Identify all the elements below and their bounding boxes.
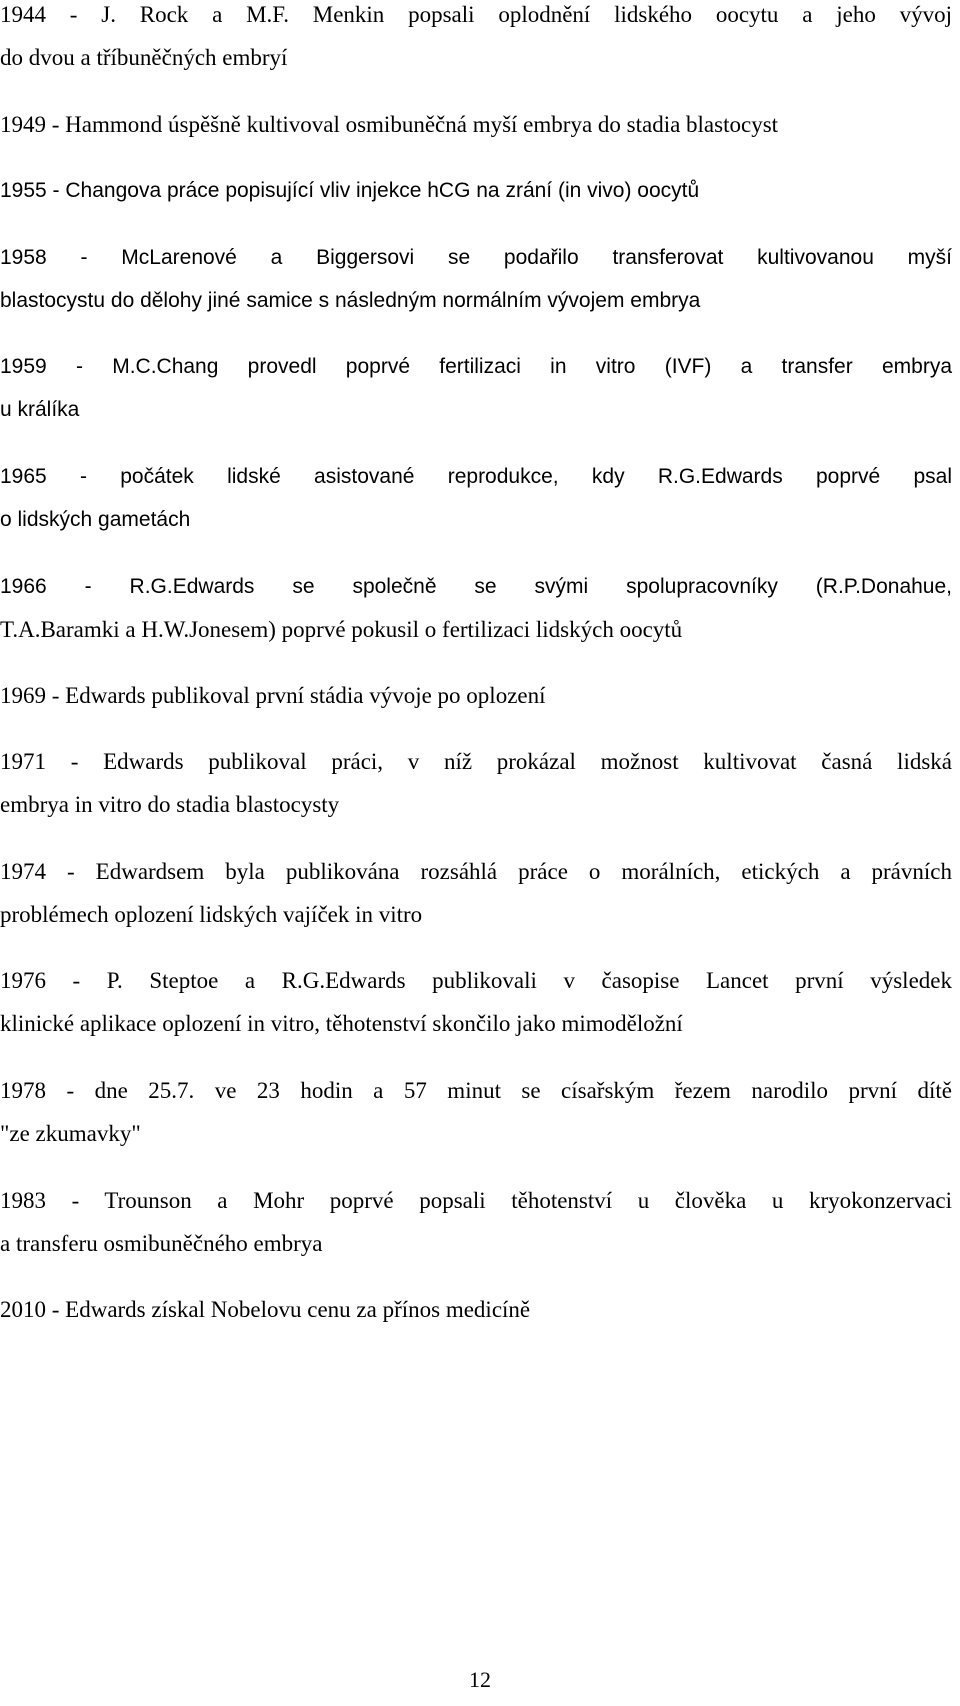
- entry-line: a transferu osmibuněčného embrya: [0, 1231, 323, 1256]
- entry-line: problémech oplození lidských vajíček in vitro: [0, 902, 423, 927]
- entry-line: 2010 - Edwards získal Nobelovu cenu za přínos medicíně: [0, 1297, 531, 1322]
- entry-line: 1969 - Edwards publikoval první stádia vývoje po oplození: [0, 683, 546, 708]
- entry-line: 1978 - dne 25.7. ve 23 hodin a 57 minut se císařským řezem narodilo první dítě: [0, 1078, 952, 1103]
- entry-line: 1983 - Trounson a Mohr poprvé popsali těhotenství u člověka u kryokonzervaci: [0, 1188, 952, 1213]
- entry-line: 1974 - Edwardsem byla publikována rozsáhlá práce o morálních, etických a právních: [0, 859, 952, 884]
- page-number: 12: [469, 1667, 491, 1692]
- entry-line: T.A.Baramki a H.W.Jonesem) poprvé pokusil o fertilizaci lidských oocytů: [0, 617, 683, 642]
- entry-line: 1949 - Hammond úspěšně kultivoval osmibuněčná myší embrya do stadia blastocyst: [0, 112, 779, 137]
- entry-line: 1955 - Changova práce popisující vliv injekce hCG na zrání (in vivo) oocytů: [0, 179, 700, 202]
- entry-line: 1958 - McLarenové a Biggersovi se podařilo transferovat kultivovanou myší: [0, 246, 952, 269]
- entry-line: 1966 - R.G.Edwards se společně se svými spolupracovníky (R.P.Donahue,: [0, 575, 952, 598]
- entry-line: 1971 - Edwards publikoval práci, v níž prokázal možnost kultivovat časná lidská: [0, 749, 952, 774]
- entry-line: o lidských gametách: [0, 508, 191, 531]
- entry-line: 1976 - P. Steptoe a R.G.Edwards publikovali v časopise Lancet první výsledek: [0, 968, 952, 993]
- entry-line: 1965 - počátek lidské asistované reprodukce, kdy R.G.Edwards poprvé psal: [0, 465, 952, 488]
- entry-line: embrya in vitro do stadia blastocysty: [0, 792, 340, 817]
- entry-line: klinické aplikace oplození in vitro, těhotenství skončilo jako mimoděložní: [0, 1011, 683, 1036]
- entry-line: do dvou a tříbuněčných embryí: [0, 45, 288, 70]
- entry-line: 1944 - J. Rock a M.F. Menkin popsali oplodnění lidského oocytu a jeho vývoj: [0, 2, 952, 27]
- entry-line: blastocystu do dělohy jiné samice s následným normálním vývojem embrya: [0, 289, 701, 312]
- entry-line: "ze zkumavky": [0, 1121, 141, 1146]
- entry-line: 1959 - M.C.Chang provedl poprvé fertilizaci in vitro (IVF) a transfer embrya: [0, 355, 952, 378]
- entry-line: u králíka: [0, 398, 80, 421]
